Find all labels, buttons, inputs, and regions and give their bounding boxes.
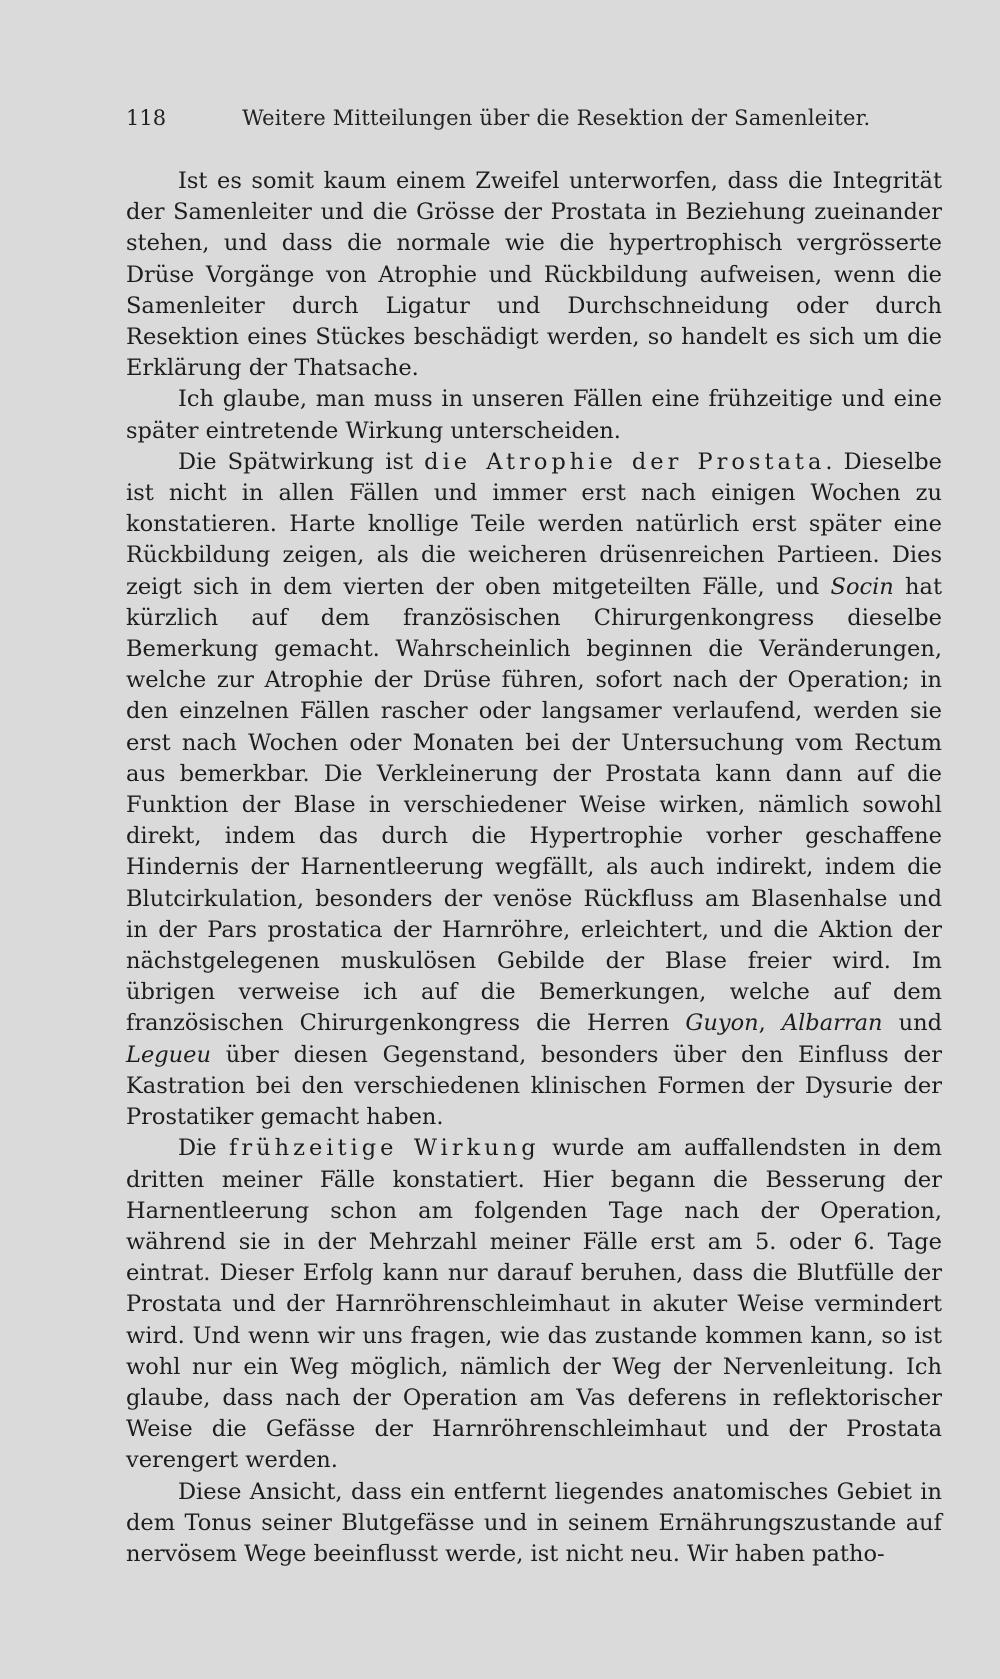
paragraph-4 xyxy=(126,1133,942,1476)
paragraph-1: Ist es somit kaum einem Zweifel unterworfen, dass die Integrität der Samenleiter und die Grösse der Prostata in Beziehung zueinander stehen, und dass die normale wie die hypertrophisch vergrösserte Drüse Vorgänge von Atrophie und Rückbildung aufweisen, wenn die Samenleiter durch Ligatur und Durchschneidung oder durch Resektion eines Stückes beschädigt werden, so handelt es sich um die Erklärung der Thatsache. xyxy=(126,168,942,382)
paragraph-5: Diese Ansicht, dass ein entfernt liegendes anatomisches Gebiet in dem Tonus seiner Blutgefässe und in seinem Ernährungszustande auf nervösem Wege beeinflusst werde, ist nicht neu. Wir haben patho- xyxy=(126,1478,942,1567)
spaced-emphasis: die Atrophie der Prostata xyxy=(424,448,826,475)
paragraph-3-lead: Die Spätwirkung ist xyxy=(178,448,425,475)
paragraph-4-text: wurde am auffallendsten in dem dritten meiner Fälle konstatiert. Hier begann die Besserung der Harnentleerung schon am folgenden Tage nach der Operation, während sie in der Mehrzahl meiner Fälle erst am 5. oder 6. Tage eintrat. Dieser Erfolg kann nur darauf beruhen, dass die Blutfülle der Prostata und der Harnröhrenschleimhaut in akuter Weise vermindert wird. Und wenn wir uns fragen, wie das zustande kommen kann, so ist wohl nur ein Weg möglich, nämlich der Weg der Nervenleitung. Ich glaube, dass nach der Operation am Vas deferens in reflektorischer Weise die Gefässe der Harnröhrenschleimhaut und der Prostata verengert werden. xyxy=(126,1135,943,1474)
separator-text: , xyxy=(758,1010,782,1037)
page-number: 118 xyxy=(126,106,167,130)
page-header xyxy=(126,106,882,142)
conjunction-text: und xyxy=(882,1010,942,1037)
paragraph-4-lead: Die xyxy=(178,1135,230,1162)
paragraph-3-tail: über diesen Gegenstand, besonders über den Einfluss der Kastration bei den verschiedenen klinischen Formen der Dysurie der Prostatiker gemacht haben. xyxy=(126,1041,942,1131)
author-name: Socin xyxy=(830,573,894,600)
paragraph-3-text: . Dieselbe ist nicht in allen Fällen und immer erst nach einigen Wochen zu konstatieren. Harte knollige Teile werden natürlich erst später eine Rückbildung zeigen, als die weicheren drüsenreichen Partieen. Dies zeigt sich in dem vierten der oben mitgeteilten Fälle, und xyxy=(126,448,942,600)
paragraph-3 xyxy=(126,447,942,1133)
paragraph-3-text: hat kürzlich auf dem französischen Chirurgenkongress dieselbe Bemerkung gemacht. Wahrscheinlich beginnen die Veränderungen, welche zur Atrophie der Drüse führen, sofort nach der Operation; in den einzelnen Fällen rascher oder langsamer verlaufend, werden sie erst nach Wochen oder Monaten bei der Untersuchung vom Rectum aus bemerkbar. Die Verkleinerung der Prostata kann dann auf die Funktion der Blase in verschiedener Weise wirken, nämlich sowohl direkt, indem das durch die Hypertrophie vorher geschaffene Hindernis der Harnentleerung wegfällt, als auch indirekt, indem die Blutcirkulation, besonders der venöse Rückfluss am Blasenhalse und in der Pars prostatica der Harnröhre, erleichtert, und die Aktion der nächstgelegenen muskulösen Gebilde der Blase freier wird. Im übrigen verweise ich auf die Bemerkungen, welche auf dem französischen Chirurgenkongress die Herren xyxy=(126,573,942,1037)
author-name: Legueu xyxy=(126,1041,211,1068)
running-title: Weitere Mitteilungen über die Resektion der Samenleiter. xyxy=(242,106,871,130)
author-name: Guyon xyxy=(685,1010,759,1037)
body-text xyxy=(126,166,942,1570)
author-name: Albarran xyxy=(781,1010,883,1037)
paragraph-2: Ich glaube, man muss in unseren Fällen eine frühzeitige und eine später eintretende Wirkung unterscheiden. xyxy=(126,386,942,444)
spaced-emphasis: frühzeitige Wirkung xyxy=(229,1135,540,1162)
